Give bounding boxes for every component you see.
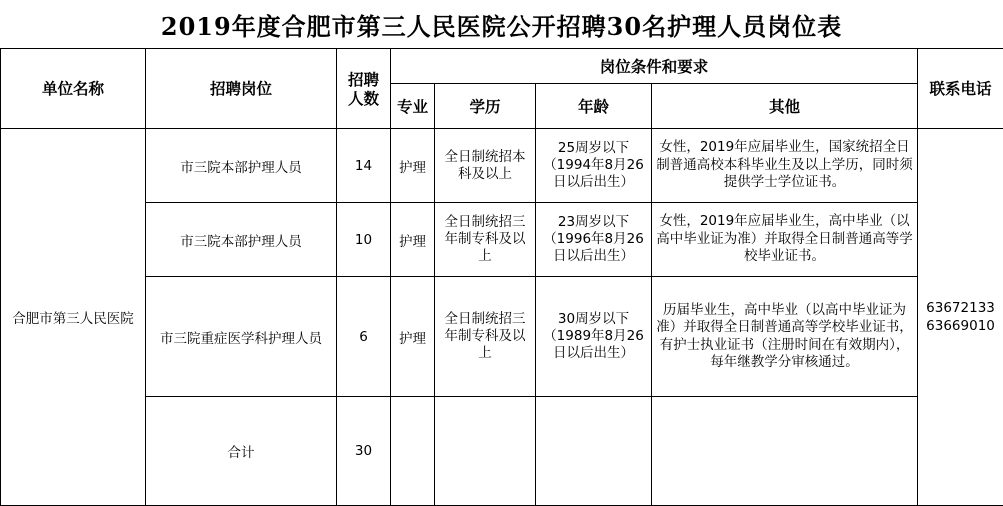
header-phone: 联系电话 [918, 49, 1003, 129]
major-cell: 护理 [391, 203, 435, 277]
major-cell: 护理 [391, 129, 435, 203]
table-row [1, 129, 1003, 203]
header-education: 学历 [435, 84, 536, 129]
header-unit: 单位名称 [1, 49, 146, 129]
header-requirements: 岗位条件和要求 [391, 49, 918, 84]
table-row [1, 203, 1003, 277]
position-cell: 市三院本部护理人员 [146, 129, 337, 203]
total-row [1, 397, 1003, 506]
header-other: 其他 [652, 84, 918, 129]
count-cell: 10 [337, 203, 391, 277]
empty-cell [652, 397, 918, 506]
major-cell: 护理 [391, 277, 435, 397]
header-count: 招聘 人数 [337, 49, 391, 129]
header-major: 专业 [391, 84, 435, 129]
education-cell: 全日制统招三 年制专科及以 上 [435, 277, 536, 397]
age-cell: 25周岁以下 （1994年8月26 日以后出生） [536, 129, 652, 203]
age-cell: 23周岁以下 （1996年8月26 日以后出生） [536, 203, 652, 277]
count-cell: 14 [337, 129, 391, 203]
recruitment-table [0, 48, 1003, 506]
empty-cell [435, 397, 536, 506]
position-cell: 市三院重症医学科护理人员 [146, 277, 337, 397]
phone-number: 63669010 [922, 317, 999, 335]
education-cell: 全日制统招本 科及以上 [435, 129, 536, 203]
total-count-cell: 30 [337, 397, 391, 506]
empty-cell [391, 397, 435, 506]
education-cell: 全日制统招三 年制专科及以 上 [435, 203, 536, 277]
page-title: 2019年度合肥市第三人民医院公开招聘30名护理人员岗位表 [0, 0, 1003, 48]
unit-name-cell: 合肥市第三人民医院 [1, 129, 146, 506]
count-cell: 6 [337, 277, 391, 397]
other-cell: 女性，2019年应届毕业生，高中毕业（以高中毕业证为准）并取得全日制普通高等学校毕业证书。 [652, 203, 918, 277]
position-cell: 市三院本部护理人员 [146, 203, 337, 277]
phone-cell [918, 129, 1003, 506]
empty-cell [536, 397, 652, 506]
other-cell: 历届毕业生，高中毕业（以高中毕业证为准）并取得全日制普通高等学校毕业证书，有护士执业证书（注册时间在有效期内），每年继教学分审核通过。 [652, 277, 918, 397]
header-row-1 [1, 49, 1003, 84]
header-age: 年龄 [536, 84, 652, 129]
total-label-cell: 合计 [146, 397, 337, 506]
table-row [1, 277, 1003, 397]
age-cell: 30周岁以下 （1989年8月26 日以后出生） [536, 277, 652, 397]
header-position: 招聘岗位 [146, 49, 337, 129]
phone-number: 63672133 [922, 299, 999, 317]
other-cell: 女性，2019年应届毕业生，国家统招全日制普通高校本科毕业生及以上学历，同时须提供学士学位证书。 [652, 129, 918, 203]
